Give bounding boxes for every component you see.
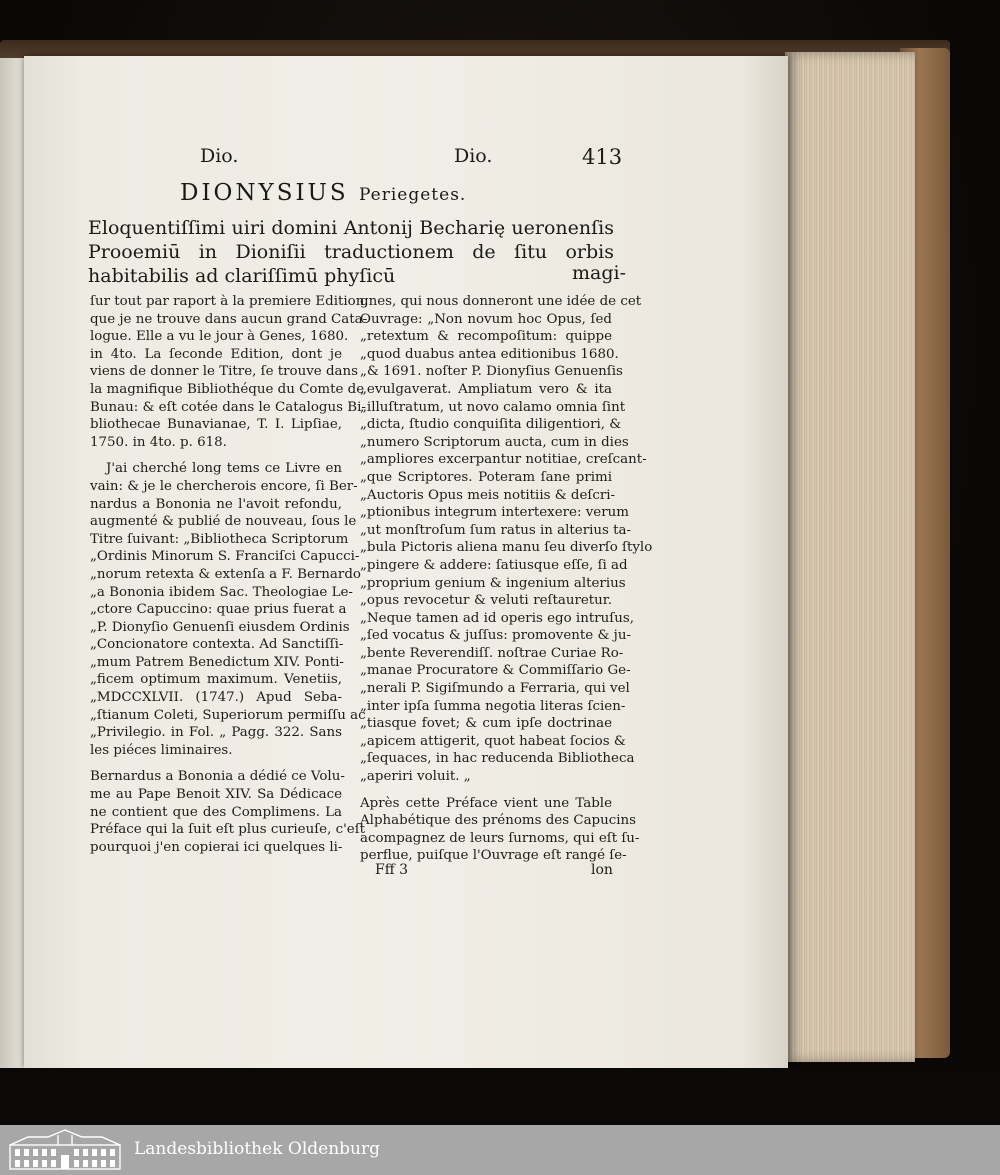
text-line: ſur tout par raport à la premiere Edition, bbox=[90, 294, 369, 309]
text-line: „nerali P. Sigiſmundo a Ferraria, qui vel bbox=[360, 681, 630, 697]
left-column bbox=[90, 293, 369, 865]
text-line: „tiasque fovet; & cum ipſe doctrinae bbox=[360, 716, 612, 732]
text-line: perflue, puiſque l'Ouvrage eſt rangé ſe- bbox=[360, 848, 627, 864]
text-line: „Privilegio. in Fol. „ Pagg. 322. Sans bbox=[90, 725, 342, 741]
text-line: „dicta, ſtudio conquiſita diligentiori, & bbox=[360, 417, 622, 433]
text-line: „bente Reverendiſſ. noſtrae Curiae Ro- bbox=[360, 645, 624, 661]
text-line: in 4to. La ſeconde Edition, dont je bbox=[90, 346, 342, 362]
text-line: „& 1691. noſter P. Dionyſius Genuenſis bbox=[360, 364, 623, 380]
running-head-middle: Dio. bbox=[454, 145, 493, 167]
footer-bar bbox=[0, 1125, 1000, 1175]
text-line: Ouvrage: „Non novum hoc Opus, ſed bbox=[360, 311, 612, 327]
left-paragraph-2 bbox=[90, 460, 366, 759]
text-line: „ut monſtroſum ſum ratus in alterius ta- bbox=[360, 522, 632, 538]
text-line: „inter ipſa ſumma negotia literas ſcien- bbox=[360, 698, 626, 714]
text-line: gnes, qui nous donneront une idée de cet bbox=[360, 294, 642, 309]
text-line: J'ai cherché long tems ce Livre en bbox=[106, 461, 342, 477]
page-edges bbox=[785, 52, 915, 1062]
text-line: viens de donner le Titre, ſe trouve dans bbox=[90, 364, 359, 380]
right-paragraph-2 bbox=[360, 795, 640, 865]
text-line: „evulgaverat. Ampliatum vero & ita bbox=[360, 381, 612, 397]
left-paragraph-1 bbox=[90, 293, 369, 451]
text-line: 1750. in 4to. p. 618. bbox=[90, 434, 227, 450]
text-line: nardus a Bononia ne l'avoit refondu, bbox=[90, 496, 342, 512]
text-line: „quod duabus antea editionibus 1680. bbox=[360, 346, 619, 362]
text-line: ne contient que des Complimens. La bbox=[90, 804, 342, 820]
text-line: „pingere & addere: ſatiusque eſſe, ſi ad bbox=[360, 557, 628, 573]
text-line: augmenté & publié de nouveau, ſous le bbox=[90, 514, 357, 530]
text-line: „Concionatore contexta. Ad Sanctiſſi- bbox=[90, 637, 344, 653]
library-building-icon bbox=[8, 1129, 122, 1171]
text-line: „apicem attigerit, quot habeat ſocios & bbox=[360, 733, 626, 749]
page-number: 413 bbox=[582, 145, 623, 169]
text-line: „ptionibus integrum intertexere: verum bbox=[360, 505, 629, 521]
left-paragraph-3 bbox=[90, 768, 366, 856]
text-line: „ſed vocatus & juſſus: promovente & ju- bbox=[360, 628, 631, 644]
text-line: „MDCCXLVII. (1747.) Apud Seba- bbox=[90, 690, 342, 706]
text-line: „ficem optimum maximum. Venetiis, bbox=[90, 672, 342, 688]
text-line: Alphabétique des prénoms des Capucins bbox=[360, 813, 637, 829]
previous-page-edge bbox=[0, 58, 24, 1068]
text-line: les piéces liminaires. bbox=[90, 742, 233, 758]
text-line: „mum Patrem Benedictum XIV. Ponti- bbox=[90, 654, 344, 670]
text-line: Bernardus a Bononia a dédié ce Volu- bbox=[90, 769, 345, 785]
library-name: Landesbibliothek Oldenburg bbox=[134, 1139, 381, 1159]
right-column bbox=[360, 293, 653, 874]
text-line: „ſtianum Coleti, Superiorum permiſſu ac bbox=[90, 707, 366, 723]
catchword: lon bbox=[591, 862, 613, 878]
section-title bbox=[180, 180, 466, 206]
quoted-title-last-word: magi- bbox=[572, 262, 627, 284]
text-line: „ampliores excerpantur notitiae, creſcant- bbox=[360, 452, 647, 468]
text-line: „manae Procuratore & Commiſſario Ge- bbox=[360, 663, 631, 679]
text-line: „que Scriptores. Poteram ſane primi bbox=[360, 469, 612, 485]
text-line: vain: & je le chercherois encore, ſi Ber- bbox=[90, 478, 358, 494]
text-line: pourquoi j'en copierai ici quelques li- bbox=[90, 839, 343, 855]
text-line: „aperiri voluit. „ bbox=[360, 769, 471, 785]
text-line: acompagnez de leurs ſurnoms, qui eſt ſu- bbox=[360, 830, 640, 846]
text-line: Bunau: & eſt cotée dans le Catalogus Bi- bbox=[90, 399, 366, 415]
text-line: „bula Pictoris aliena manu ſeu diverſo ſtylo bbox=[360, 540, 653, 556]
text-line: „ctore Capuccino: quae prius fuerat a bbox=[90, 602, 347, 618]
text-line: „a Bononia ibidem Sac. Theologiae Le- bbox=[90, 584, 353, 600]
text-line: logue. Elle a vu le jour à Genes, 1680. bbox=[90, 329, 349, 345]
text-line: „illuſtratum, ut novo calamo omnia ſint bbox=[360, 399, 626, 415]
running-head-left: Dio. bbox=[200, 145, 239, 167]
text-line: „proprium genium & ingenium alterius bbox=[360, 575, 626, 591]
quoted-title-block: Eloquentiſſimi uiri domini Antonij Becharię ueronenſis Prooemiū in Dioniſii traductionem de ſitu orbis habitabilis ad clariſſimū phyſicū bbox=[88, 217, 614, 287]
text-line: Titre ſuivant: „Bibliotheca Scriptorum bbox=[90, 531, 349, 547]
text-line: „Auctoris Opus meis notitiis & deſcri- bbox=[360, 487, 616, 503]
text-line: „opus revocetur & veluti reſtauretur. bbox=[360, 593, 612, 609]
text-line: Préface qui la ſuit eſt plus curieuſe, c'eſt bbox=[90, 822, 366, 838]
text-line: „norum retexta & extenſa a F. Bernardo bbox=[90, 566, 361, 582]
text-line: Après cette Préface vient une Table bbox=[360, 795, 612, 811]
text-line: bliothecae Bunavianae, T. I. Lipſiae, bbox=[90, 417, 342, 433]
text-line: „ſequaces, in hac reducenda Bibliotheca bbox=[360, 751, 635, 767]
text-line: „P. Dionyſio Genuenſi eiusdem Ordinis bbox=[90, 619, 350, 635]
title-main: DIONYSIUS bbox=[180, 180, 349, 206]
right-paragraph-1 bbox=[360, 293, 653, 786]
text-line: „retextum & recompoſitum: quippe bbox=[360, 329, 612, 345]
title-sub: Periegetes. bbox=[359, 185, 467, 205]
text-line: „Neque tamen ad id operis ego intruſus, bbox=[360, 610, 634, 626]
text-line: que je ne trouve dans aucun grand Cata- bbox=[90, 311, 368, 327]
text-line: la magnifique Bibliothéque du Comte de bbox=[90, 381, 365, 397]
text-line: „Ordinis Minorum S. Franciſci Capucci- bbox=[90, 549, 360, 565]
text-line: me au Pape Benoit XIV. Sa Dédicace bbox=[90, 787, 342, 803]
signature-mark: Fff 3 bbox=[375, 862, 409, 878]
text-line: „numero Scriptorum aucta, cum in dies bbox=[360, 434, 629, 450]
background-shadow bbox=[0, 1068, 1000, 1125]
